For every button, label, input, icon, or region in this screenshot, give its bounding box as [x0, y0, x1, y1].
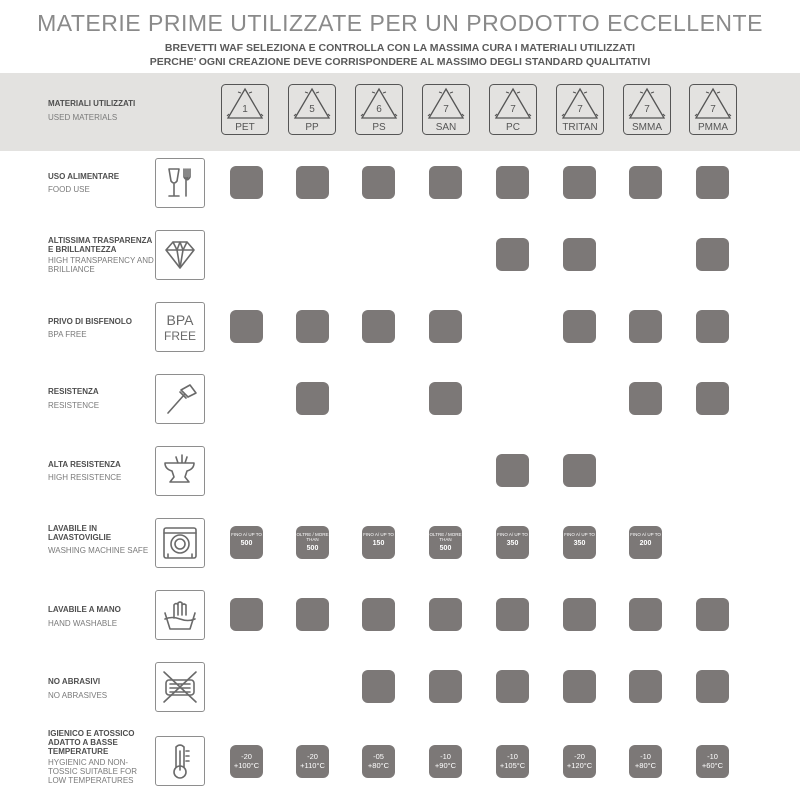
property-label-it: ALTISSIMA TRASPARENZA E BRILLANTEZZA: [48, 236, 152, 254]
material-code: 7: [710, 104, 716, 115]
subtitle-line-1: BREVETTI WAF SELEZIONA E CONTROLLA CON LA MASSIMA CURA I MATERIALI UTILIZZATI: [164, 42, 636, 54]
dishwasher-cycles-pp: [296, 526, 329, 559]
cycles-value: 500: [306, 545, 319, 552]
check-cell-smma: [629, 310, 662, 343]
check-cell-pc: [496, 598, 529, 631]
bpa-free-icon: [155, 302, 205, 352]
material-smma: [623, 84, 671, 135]
check-cell-pmma: [696, 670, 729, 703]
check-cell-pet: [230, 310, 263, 343]
temp-low: -05: [373, 752, 384, 761]
cycles-qualifier: FINO A/ UP TO: [497, 532, 528, 537]
anvil-icon: [155, 446, 205, 496]
property-label-en: FOOD USE: [48, 185, 90, 194]
material-name: SMMA: [632, 122, 662, 133]
property-label-en: HYGIENIC AND NON-TOSSIC SUITABLE FOR LOW TEMPERATURES: [48, 758, 138, 785]
property-label-it: LAVABILE IN LAVASTOVIGLIE: [48, 524, 112, 542]
material-pc: [489, 84, 537, 135]
property-label-it: RESISTENZA: [48, 387, 99, 396]
property-label-en: NO ABRASIVES: [48, 691, 108, 700]
temp-high: +110°C: [300, 761, 325, 770]
check-cell-smma: [629, 670, 662, 703]
cycles-qualifier: OLTRE / MORE THAN: [429, 532, 462, 542]
temperature-range-san: [429, 745, 462, 778]
material-code: 6: [376, 104, 382, 115]
check-cell-pp: [296, 310, 329, 343]
recycle-icon: [288, 84, 336, 135]
cycles-qualifier: FINO A/ UP TO: [564, 532, 595, 537]
check-cell-san: [429, 166, 462, 199]
temp-high: +90°C: [434, 761, 457, 770]
check-cell-tritan: [563, 238, 596, 271]
temp-low: -10: [640, 752, 651, 761]
material-name: TRITAN: [562, 122, 598, 133]
temperature-range-tritan: [563, 745, 596, 778]
material-name: PP: [305, 122, 319, 133]
subtitle-line-2: PERCHE’ OGNI CREAZIONE DEVE CORRISPONDERE AL MASSIMO DEGLI STANDARD QUALITATIVI: [149, 56, 651, 68]
temp-low: -20: [307, 752, 318, 761]
dishwasher-icon: [155, 518, 205, 568]
cycles-qualifier: FINO A/ UP TO: [231, 532, 262, 537]
no-abrasive-icon: [155, 662, 205, 712]
cycles-qualifier: OLTRE / MORE THAN: [296, 532, 329, 542]
property-label-it: NO ABRASIVI: [48, 677, 101, 686]
diamond-icon: [155, 230, 205, 280]
material-code: 5: [309, 104, 315, 115]
material-code: 7: [510, 104, 516, 115]
material-code: 7: [644, 104, 650, 115]
recycle-icon: [556, 84, 604, 135]
page-title: MATERIE PRIME UTILIZZATE PER UN PRODOTTO ECCELLENTE: [37, 10, 763, 36]
dishwasher-cycles-pc: [496, 526, 529, 559]
dishwasher-cycles-ps: [362, 526, 395, 559]
cycles-value: 500: [439, 545, 452, 552]
recycle-icon: [422, 84, 470, 135]
check-cell-pmma: [696, 166, 729, 199]
check-cell-ps: [362, 670, 395, 703]
material-san: [422, 84, 470, 135]
material-name: SAN: [435, 122, 457, 133]
temp-low: -10: [507, 752, 518, 761]
hammer-icon: [155, 374, 205, 424]
check-cell-pmma: [696, 598, 729, 631]
check-cell-san: [429, 310, 462, 343]
check-cell-pp: [296, 382, 329, 415]
check-cell-pc: [496, 166, 529, 199]
temp-high: +105°C: [499, 761, 526, 770]
temp-low: -20: [241, 752, 252, 761]
property-label-it: ALTA RESISTENZA: [48, 460, 121, 469]
material-name: PC: [506, 122, 520, 133]
temp-high: +80°C: [634, 761, 657, 770]
temperature-range-smma: [629, 745, 662, 778]
check-cell-pet: [230, 166, 263, 199]
check-cell-tritan: [563, 454, 596, 487]
thermometer-icon: [155, 736, 205, 786]
check-cell-san: [429, 382, 462, 415]
check-cell-san: [429, 670, 462, 703]
cycles-qualifier: FINO A/ UP TO: [363, 532, 394, 537]
temp-high: +120°C: [566, 761, 593, 770]
check-cell-smma: [629, 166, 662, 199]
recycle-icon: [689, 84, 737, 135]
hand-wash-icon: [155, 590, 205, 640]
temp-low: -20: [574, 752, 585, 761]
cycles-value: 200: [639, 540, 652, 547]
check-cell-pmma: [696, 382, 729, 415]
check-cell-ps: [362, 310, 395, 343]
cycles-value: 350: [573, 540, 586, 547]
material-code: 7: [443, 104, 449, 115]
property-label-en: WASHING MACHINE SAFE: [48, 546, 149, 555]
temp-high: +100°C: [233, 761, 260, 770]
cycles-value: 350: [506, 540, 519, 547]
material-pmma: [689, 84, 737, 135]
check-cell-san: [429, 598, 462, 631]
recycle-icon: [489, 84, 537, 135]
check-cell-smma: [629, 598, 662, 631]
check-cell-pmma: [696, 310, 729, 343]
check-cell-pc: [496, 454, 529, 487]
check-cell-ps: [362, 166, 395, 199]
material-name: PET: [235, 122, 255, 133]
dishwasher-cycles-san: [429, 526, 462, 559]
recycle-icon: [355, 84, 403, 135]
property-label-it: PRIVO DI BISFENOLO: [48, 317, 133, 326]
temperature-range-ps: [362, 745, 395, 778]
material-name: PMMA: [698, 122, 728, 133]
cycles-qualifier: FINO A/ UP TO: [630, 532, 661, 537]
property-label-en: BPA FREE: [48, 330, 87, 339]
dishwasher-cycles-tritan: [563, 526, 596, 559]
cycles-value: 500: [240, 540, 253, 547]
temp-low: -10: [440, 752, 451, 761]
cycles-value: 150: [372, 540, 385, 547]
material-tritan: [556, 84, 604, 135]
dishwasher-cycles-smma: [629, 526, 662, 559]
property-label-it: LAVABILE A MANO: [48, 605, 121, 614]
property-label-it: USO ALIMENTARE: [48, 172, 120, 181]
check-cell-pc: [496, 670, 529, 703]
property-label-it: IGIENICO E ATOSSICO ADATTO A BASSE TEMPERATURE: [48, 729, 135, 756]
check-cell-pp: [296, 598, 329, 631]
recycle-icon: [221, 84, 269, 135]
temp-low: -10: [707, 752, 718, 761]
temp-high: +60°C: [701, 761, 724, 770]
property-label-en: HAND WASHABLE: [48, 619, 118, 628]
temperature-range-pp: [296, 745, 329, 778]
check-cell-tritan: [563, 670, 596, 703]
material-pet: [221, 84, 269, 135]
property-label-en: HIGH TRANSPARENCY AND BRILLIANCE: [48, 256, 154, 274]
material-code: 1: [242, 104, 248, 115]
check-cell-smma: [629, 382, 662, 415]
temperature-range-pc: [496, 745, 529, 778]
material-code: 7: [577, 104, 583, 115]
free-text: FREE: [163, 329, 197, 343]
material-ps: [355, 84, 403, 135]
property-label-en: HIGH RESISTENCE: [48, 473, 122, 482]
fork-glass-icon: [155, 158, 205, 208]
dishwasher-cycles-pet: [230, 526, 263, 559]
temperature-range-pmma: [696, 745, 729, 778]
material-pp: [288, 84, 336, 135]
temperature-range-pet: [230, 745, 263, 778]
property-label-en: RESISTENCE: [48, 401, 100, 410]
temp-high: +80°C: [367, 761, 390, 770]
check-cell-pc: [496, 238, 529, 271]
materials-label-en: USED MATERIALS: [48, 113, 118, 122]
check-cell-tritan: [563, 310, 596, 343]
material-name: PS: [372, 122, 386, 133]
check-cell-ps: [362, 598, 395, 631]
check-cell-tritan: [563, 598, 596, 631]
bpa-text: BPA: [166, 312, 194, 328]
recycle-icon: [623, 84, 671, 135]
check-cell-pp: [296, 166, 329, 199]
check-cell-pmma: [696, 238, 729, 271]
check-cell-tritan: [563, 166, 596, 199]
check-cell-pet: [230, 598, 263, 631]
materials-label-it: MATERIALI UTILIZZATI: [48, 99, 136, 108]
